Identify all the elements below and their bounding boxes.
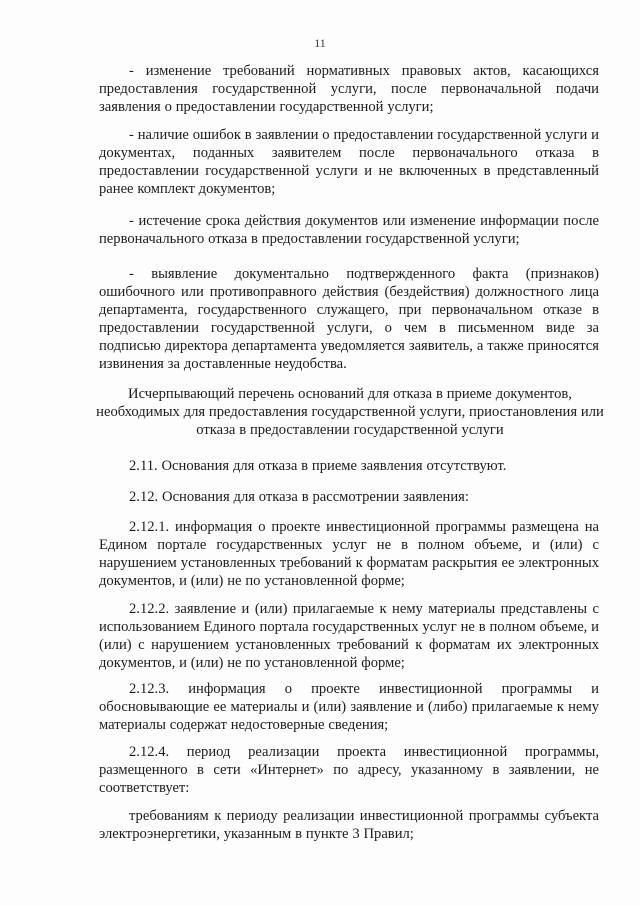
paragraph: 2.12. Основания для отказа в рассмотрении заявления: [129, 489, 469, 505]
paragraph: 2.12.1. информация о проекте инвестиционной программы размещена на Едином портале государственных услуг не в полном объеме, и (или) с нарушением установленных требований к форматам раскрытия ее электронных документов, и (или) не по установленной форме; [99, 519, 599, 589]
section-heading: Исчерпывающий перечень оснований для отказа в приеме документов, необходимых для предоставления государственной услуги, приостановления или отказа в предоставлении государственной услуги [96, 386, 604, 438]
paragraph: 2.12.2. заявление и (или) прилагаемые к нему материалы представлены с использованием Единого портала государственных услуг не в полном объеме, и (или) с нарушением установленных требований к форматам их электронных документов, и (или) не по установленной форме; [99, 601, 599, 671]
page-number: 11 [314, 36, 326, 50]
paragraph: - выявление документально подтвержденного факта (признаков) ошибочного или противоправного действия (бездействия) должностного лица департамента, государственного служащего, при первоначальном отказе в предоставлении государственной услуги, о чем в письменном виде за подписью директора департамента уведомляется заявитель, а также приносятся извинения за доставленные неудобства. [99, 266, 599, 372]
paragraph: 2.12.3. информация о проекте инвестиционной программы и обосновывающие ее материалы и (или) заявление и (либо) прилагаемые к нему материалы содержат недостоверные сведения; [99, 681, 599, 733]
paragraph: - изменение требований нормативных правовых актов, касающихся предоставления государственной услуги, после первоначальной подачи заявления о предоставлении государственной услуги; [99, 63, 599, 115]
paragraph: 2.12.4. период реализации проекта инвестиционной программы, размещенного в сети «Интернет» по адресу, указанному в заявлении, не соответствует: [99, 744, 599, 796]
paragraph: - истечение срока действия документов или изменение информации после первоначального отказа в предоставлении государственной услуги; [99, 213, 599, 247]
paragraph: - наличие ошибок в заявлении о предоставлении государственной услуги и документах, поданных заявителем после первоначального отказа в предоставлении государственной услуги и не включенных в представленный ранее комплект документов; [99, 127, 599, 197]
paragraph: 2.11. Основания для отказа в приеме заявления отсутствуют. [129, 458, 507, 474]
paragraph: требованиям к периоду реализации инвестиционной программы субъекта электроэнергетики, указанным в пункте 3 Правил; [99, 808, 599, 842]
